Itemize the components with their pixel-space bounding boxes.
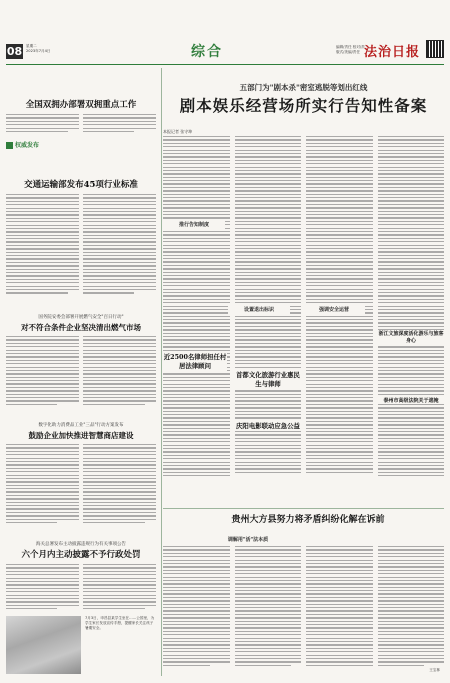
- headline-qingyang-film: 庆阳电影联动应急公益: [233, 420, 303, 431]
- headline-capital-tourism: 首都文化旅游行业惠民生与律师: [233, 369, 303, 389]
- headline-smart-stores: 鼓励企业加快推进智慧商店建设: [28, 431, 134, 440]
- bottom-article-body: [163, 546, 444, 676]
- qr-code-icon: [426, 40, 444, 58]
- subhead-safe-operations: 强调安全运营: [303, 305, 365, 314]
- footer-credit: 王宝林: [429, 668, 440, 672]
- kicker-customs: 海关总署发布主动披露违规行为有关事项公告: [36, 542, 126, 547]
- article-body: [6, 114, 156, 136]
- headline-zhejiang-tourism: 浙江文旅深度活化游乐与旅客身心: [378, 331, 444, 344]
- main-article-area: [163, 68, 444, 678]
- headline-voluntary-disclosure: 六个月内主动披露不予行政处罚: [21, 550, 141, 560]
- article-body: [6, 564, 156, 612]
- main-article-body: [163, 136, 444, 506]
- editor-credits: 编辑/责任 校对/责 版式/美编/责任: [336, 45, 365, 54]
- main-headline: 剧本娱乐经营场所实行告知性备案: [179, 96, 428, 115]
- masthead: [6, 40, 444, 62]
- left-news-column: [6, 68, 156, 678]
- section-title: 综合: [191, 44, 223, 60]
- tag-square-icon: [6, 142, 13, 149]
- newspaper-logo: 法治日报: [364, 45, 421, 60]
- section-divider: [163, 508, 444, 509]
- article-body: [6, 336, 156, 414]
- article-body: [6, 194, 156, 306]
- headline-transport-standards: 交通运输部发布45项行业标准: [24, 180, 138, 190]
- subhead-exit-markers: 设置退出标识: [228, 305, 290, 314]
- pre-headline: 五部门为"剧本杀"密室逃脱等划出红线: [239, 83, 368, 92]
- photo-caption: 7月3日，申昌县某学生坐在……公园里，为学生家长发放宣传手册，提醒家长关注孩子暑期安全。: [85, 616, 155, 630]
- column-divider: [161, 68, 162, 676]
- issue-date: 星期二 2023年7月4日: [26, 44, 51, 53]
- headline-guizhou-dafang: 贵州大方县努力将矛盾纠纷化解在诉前: [231, 515, 385, 525]
- subhead-mediation: 调解用"活"法本质: [227, 537, 269, 543]
- headline-double-support: 全国双拥办部署双拥重点工作: [25, 100, 137, 110]
- headline-village-lawyers: 近2500名律师担任村居法律顾问: [163, 353, 227, 370]
- byline: 本报记者 张守坤: [163, 129, 193, 134]
- masthead-rule: [6, 64, 444, 65]
- article-body: [6, 444, 156, 532]
- authority-release-tag: 权威发布: [6, 140, 39, 149]
- headline-gas-market: 对不符合条件企业坚决清出燃气市场: [21, 323, 141, 332]
- news-photo: [6, 616, 81, 674]
- kicker-digital-consumer: 数字化助力消费品工业"三品"行动方案发布: [38, 423, 124, 428]
- subhead-notification-system: 推行告知制度: [163, 220, 225, 229]
- page-number: 08: [6, 45, 23, 58]
- kicker-gas-safety: 国务院安委会部署开展燃气安全"百日行动": [38, 315, 124, 320]
- headline-taizhou-court: 泰州市高级法院关于遮掩: [378, 397, 444, 404]
